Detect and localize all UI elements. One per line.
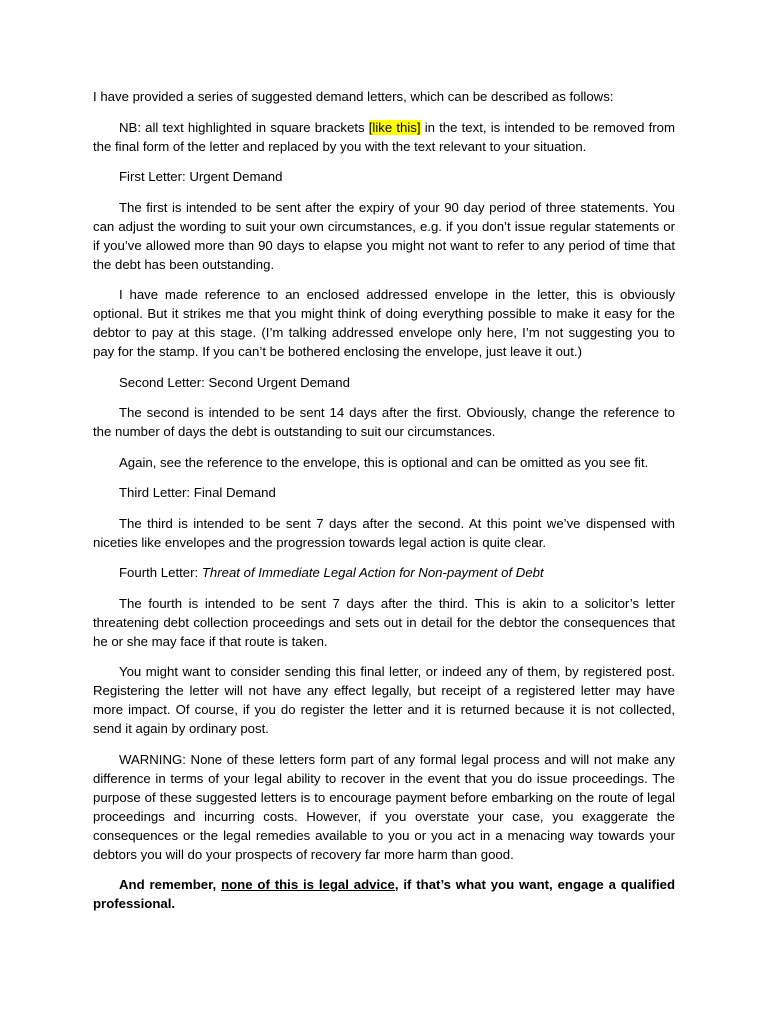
third-letter-paragraph-1: The third is intended to be sent 7 days after the second. At this point we’ve dispensed with niceties like envelopes and the progression towards legal action is quite clear. (93, 515, 675, 550)
fourth-heading-lead: Fourth Letter: (119, 565, 202, 580)
first-letter-heading: First Letter: Urgent Demand (119, 169, 283, 184)
fourth-letter-heading (93, 563, 675, 582)
closing-lead: And remember, (119, 877, 222, 892)
warning-paragraph: WARNING: None of these letters form part of any formal legal process and will not make any difference in terms of your legal ability to recover in the event that you do issue proceedings. The purpose of these suggested letters is to encourage payment before embarking on the route of legal proceedings and incurring costs. However, if you overstate your case, you exaggerate the consequences or the legal remedies available to you or you act in a menacing way towards your debtors you will do your prospects of recovery far more harm than good. (93, 751, 675, 862)
intro-paragraph: I have provided a series of suggested demand letters, which can be described as follows: (93, 89, 614, 104)
legal-advice-disclaimer: none of this is legal advice (221, 877, 395, 892)
third-letter-heading: Third Letter: Final Demand (119, 485, 276, 500)
fourth-heading-italic: Threat of Immediate Legal Action for Non-payment of Debt (201, 565, 544, 580)
first-letter-paragraph-1: The first is intended to be sent after the expiry of your 90 day period of three statements. You can adjust the wording to suit your own circumstances, e.g. if you don’t issue regular statements or if you’ve allowed more than 90 days to elapse you might not want to refer to any period of time that the debt has been outstanding. (93, 199, 675, 272)
second-letter-paragraph-2: Again, see the reference to the envelope, this is optional and can be omitted as you see fit. (119, 454, 649, 470)
closing-paragraph (93, 875, 675, 913)
first-letter-paragraph-2: I have made reference to an enclosed addressed envelope in the letter, this is obviously optional. But it strikes me that you might think of doing everything possible to make it easy for the debtor to pay at this stage. (I’m talking addressed envelope only here, I’m not suggesting you to pay for the stamp. If you can’t be bothered enclosing the envelope, just leave it out.) (93, 287, 675, 359)
highlighted-example: [like this] (368, 119, 421, 135)
nb-rest-text: in the text, is intended to be removed from the final form of the letter and replaced by you with the text relevant to your situation. (93, 119, 675, 154)
nb-lead-text: NB: all text highlighted in square brackets (119, 119, 369, 135)
closing-rest: , if that’s what you want, engage a qualified professional. (93, 877, 675, 911)
second-letter-heading: Second Letter: Second Urgent Demand (119, 374, 350, 390)
nb-paragraph (93, 118, 675, 156)
fourth-letter-paragraph-2: You might want to consider sending this final letter, or indeed any of them, by registered post. Registering the letter will not have any effect legally, but receipt of a registered letter may have more impact. Of course, if you do register the letter and it is returned because it is not collected, send it again by ordinary post. (93, 664, 675, 736)
fourth-letter-paragraph-1: The fourth is intended to be sent 7 days after the third. This is akin to a solicitor’s letter threatening debt collection proceedings and sets out in detail for the debtor the consequences that he or she may face if that route is taken. (93, 595, 675, 649)
second-letter-paragraph-1: The second is intended to be sent 14 days after the first. Obviously, change the reference to the number of days the debt is outstanding to suit our circumstances. (93, 405, 675, 439)
